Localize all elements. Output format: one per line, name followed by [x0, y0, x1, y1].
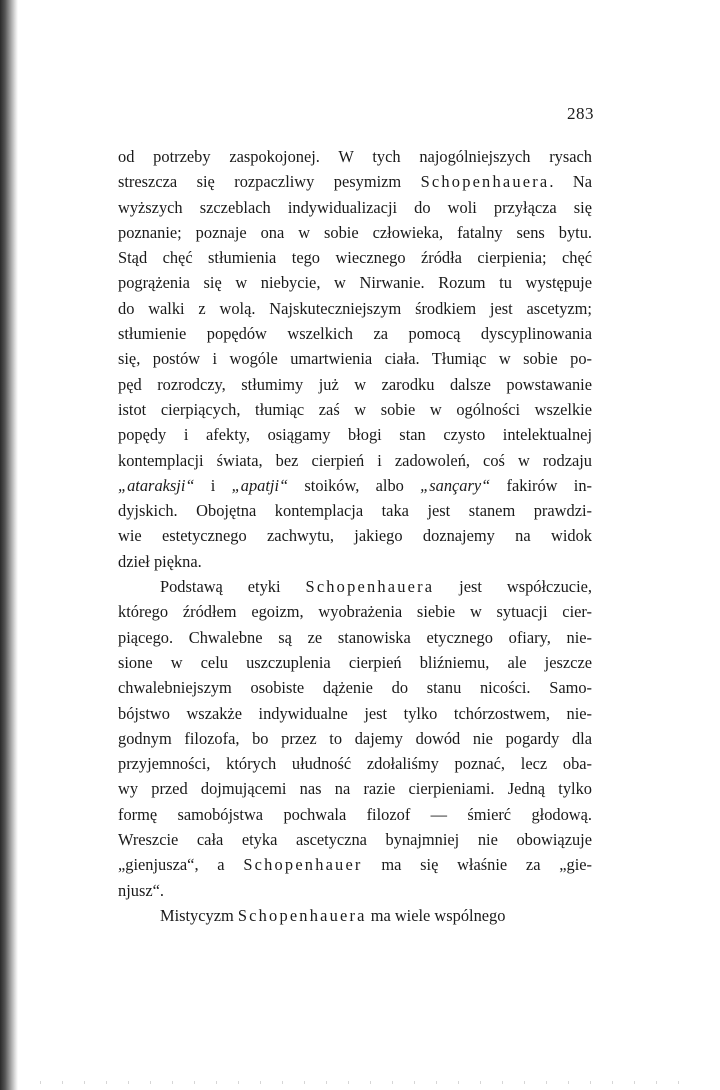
text-line	[118, 802, 592, 827]
text-line	[118, 650, 592, 675]
text-line	[118, 852, 592, 877]
text-run: . Na	[549, 172, 593, 192]
text-run: Wreszcie cała etyka ascetyczna bynajmniej nie obowiązuje	[118, 830, 592, 850]
text-run: streszcza się rozpaczliwy pesymizm	[118, 172, 421, 192]
paragraph	[118, 574, 592, 903]
spaced-name: Schopenhauera	[237, 905, 367, 925]
text-run: bójstwo wszakże indywidualne jest tylko tchórzostwem, nie-	[118, 703, 592, 723]
text-run: Stąd chęć stłumienia tego wiecznego źródła cierpienia; chęć	[118, 248, 592, 268]
text-line	[118, 397, 592, 422]
text-line	[118, 599, 592, 624]
page-bottom-edge	[40, 1081, 700, 1084]
text-line	[118, 346, 592, 371]
text-line	[118, 776, 592, 801]
text-run: sione w celu uszczuplenia cierpień bliźniemu, ale jeszcze	[118, 652, 592, 672]
text-run: wyższych szczeblach indywidualizacji do woli przyłącza się	[118, 197, 592, 217]
book-binding-shadow	[0, 0, 18, 1090]
text-line	[118, 422, 592, 447]
text-run: popędy i afekty, osiągamy błogi stan czysto intelektualnej	[118, 425, 592, 445]
spaced-name: Schopenhauera	[305, 577, 435, 597]
spaced-name: Schopenhauer	[243, 855, 363, 875]
text-run: pogrążenia się w niebycie, w Nirwanie. Rozum tu występuje	[118, 273, 592, 293]
text-run: jest współczucie,	[434, 577, 592, 597]
text-line	[118, 827, 592, 852]
text-run: piącego. Chwalebne są ze stanowiska etycznego ofiary, nie-	[118, 627, 592, 647]
text-run: kontemplacji świata, bez cierpień i zadowoleń, coś w rodzaju	[118, 450, 592, 470]
text-run: od potrzeby zaspokojonej. W tych najogólniejszych rysach	[118, 147, 592, 166]
text-run: dyjskich. Obojętna kontemplacja taka jest stanem prawdzi-	[118, 501, 592, 521]
text-line	[118, 903, 592, 928]
italic-term: „sançary“	[420, 475, 491, 495]
text-line	[118, 675, 592, 700]
text-run: istot cierpiących, tłumiąc zaś w sobie w ogólności wszelkie	[118, 399, 592, 419]
text-line	[118, 169, 592, 194]
text-run: i	[194, 475, 232, 495]
text-run: fakirów in-	[490, 475, 592, 495]
text-run: przyjemności, których ułudność zdołaliśmy poznać, lecz oba-	[118, 754, 592, 774]
text-line	[118, 144, 592, 169]
text-run: formę samobójstwa pochwala filozof — śmierć głodową.	[118, 804, 592, 824]
italic-term: „apatji“	[231, 475, 289, 495]
text-run: Mistycyzm	[160, 905, 238, 925]
text-line	[118, 220, 592, 245]
text-line	[118, 498, 592, 523]
text-run: godnym filozofa, bo przez to dajemy dowód nie pogardy dla	[118, 728, 592, 748]
text-line	[118, 878, 592, 903]
text-run: wy przed dojmującemi nas na razie cierpieniami. Jedną tylko	[118, 779, 592, 799]
text-run: poznanie; poznaje ona w sobie człowieka, fatalny sens bytu.	[118, 222, 592, 242]
text-run: „gienjusza“, a	[118, 855, 244, 875]
text-run: njusz“.	[118, 880, 164, 900]
italic-term: „ataraksji“	[118, 475, 195, 495]
text-line	[118, 726, 592, 751]
text-run: ma wiele wspólnego	[366, 905, 506, 925]
text-line	[118, 523, 592, 548]
page-number: 283	[567, 104, 594, 123]
text-line	[118, 473, 592, 498]
text-line	[118, 751, 592, 776]
page-body-text	[118, 144, 592, 928]
text-run: do walki z wolą. Najskuteczniejszym środkiem jest ascetyzm;	[118, 298, 592, 318]
text-run: Podstawą etyki	[160, 577, 306, 597]
paragraph	[118, 144, 592, 574]
text-line	[118, 195, 592, 220]
text-line	[118, 549, 592, 574]
spaced-name: Schopenhauera	[420, 172, 550, 192]
text-line	[118, 270, 592, 295]
text-run: dzieł piękna.	[118, 551, 202, 571]
text-run: stoików, albo	[288, 475, 421, 495]
text-line	[118, 296, 592, 321]
text-line	[118, 372, 592, 397]
paragraph	[118, 903, 592, 928]
text-run: którego źródłem egoizm, wyobrażenia siebie w sytuacji cier-	[118, 602, 592, 622]
text-run: ma się właśnie za „gie-	[362, 855, 592, 875]
text-run: wie estetycznego zachwytu, jakiego doznajemy na widok	[118, 526, 592, 546]
text-run: chwalebniejszym osobiste dążenie do stanu nicości. Samo-	[118, 678, 592, 698]
text-line	[118, 574, 592, 599]
text-line	[118, 448, 592, 473]
text-line	[118, 321, 592, 346]
text-run: pęd rozrodczy, stłumimy już w zarodku dalsze powstawanie	[118, 374, 592, 394]
text-run: się, postów i wogóle umartwienia ciała. Tłumiąc w sobie po-	[118, 349, 592, 369]
text-run: stłumienie popędów wszelkich za pomocą dyscyplinowania	[118, 324, 592, 344]
text-line	[118, 245, 592, 270]
text-line	[118, 625, 592, 650]
text-line	[118, 701, 592, 726]
